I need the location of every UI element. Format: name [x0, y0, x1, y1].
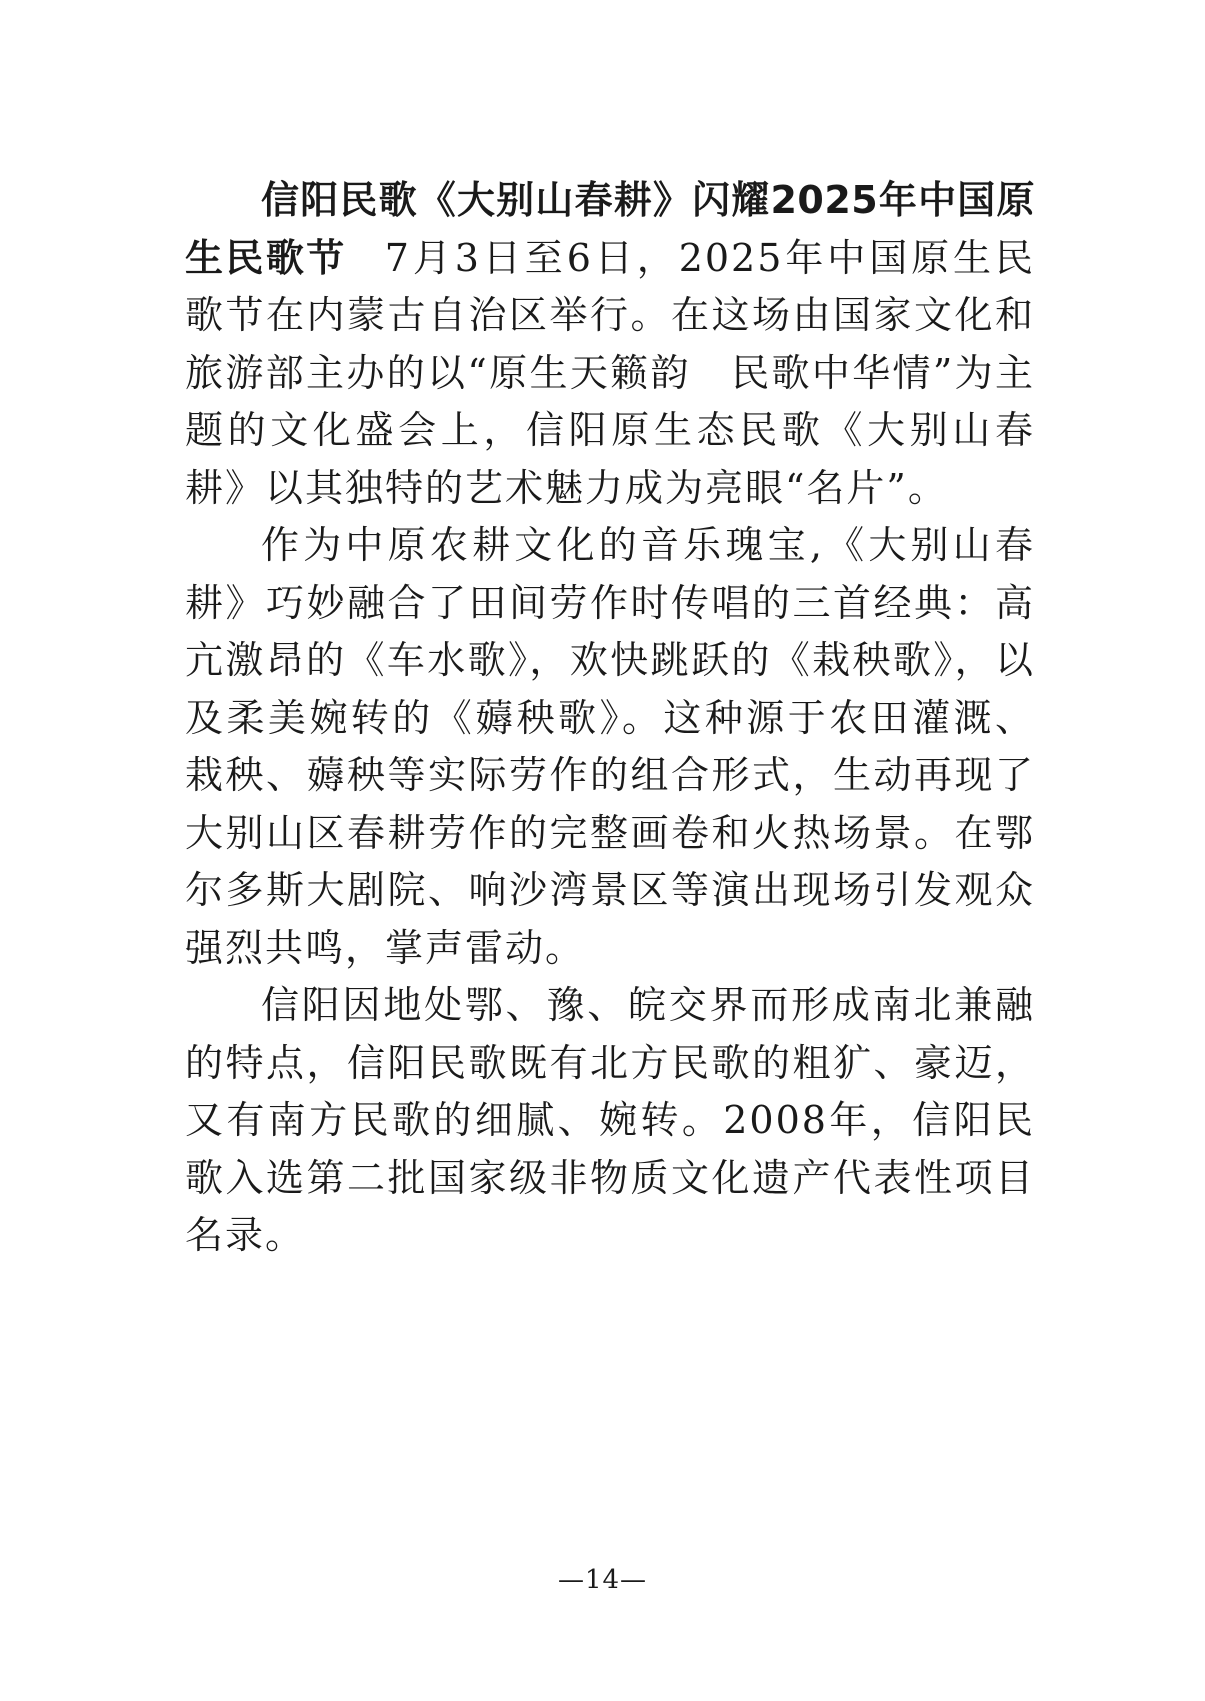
lead-paragraph: [185, 172, 1035, 517]
body-paragraph-1: 作为中原农耕文化的音乐瑰宝,《大别山春耕》巧妙融合了田间劳作时传唱的三首经典：高亢激昂的《车水歌》，欢快跳跃的《栽秧歌》，以及柔美婉转的《薅秧歌》。这种源于农田灌溉、栽秧、薅秧等实际劳作的组合形式，生动再现了大别山区春耕劳作的完整画卷和火热场景。在鄂尔多斯大剧院、响沙湾景区等演出现场引发观众强烈共鸣，掌声雷动。: [185, 523, 1035, 970]
article-headline: 信阳民歌《大别山春耕》闪耀2025年中国原生民歌节: [185, 178, 1035, 280]
news-article: [185, 172, 1035, 1265]
body-paragraph-2: 信阳因地处鄂、豫、皖交界而形成南北兼融的特点，信阳民歌既有北方民歌的粗犷、豪迈，又有南方民歌的细腻、婉转。2008年，信阳民歌入选第二批国家级非物质文化遗产代表性项目名录。: [185, 983, 1035, 1257]
lead-text: 7月3日至6日，2025年中国原生民歌节在内蒙古自治区举行。在这场由国家文化和旅游部主办的以“原生天籁韵 民歌中华情”为主题的文化盛会上，信阳原生态民歌《大别山春耕》以其独特的艺术魅力成为亮眼“名片”。: [185, 235, 1035, 510]
page-number: —14—: [557, 1565, 648, 1595]
